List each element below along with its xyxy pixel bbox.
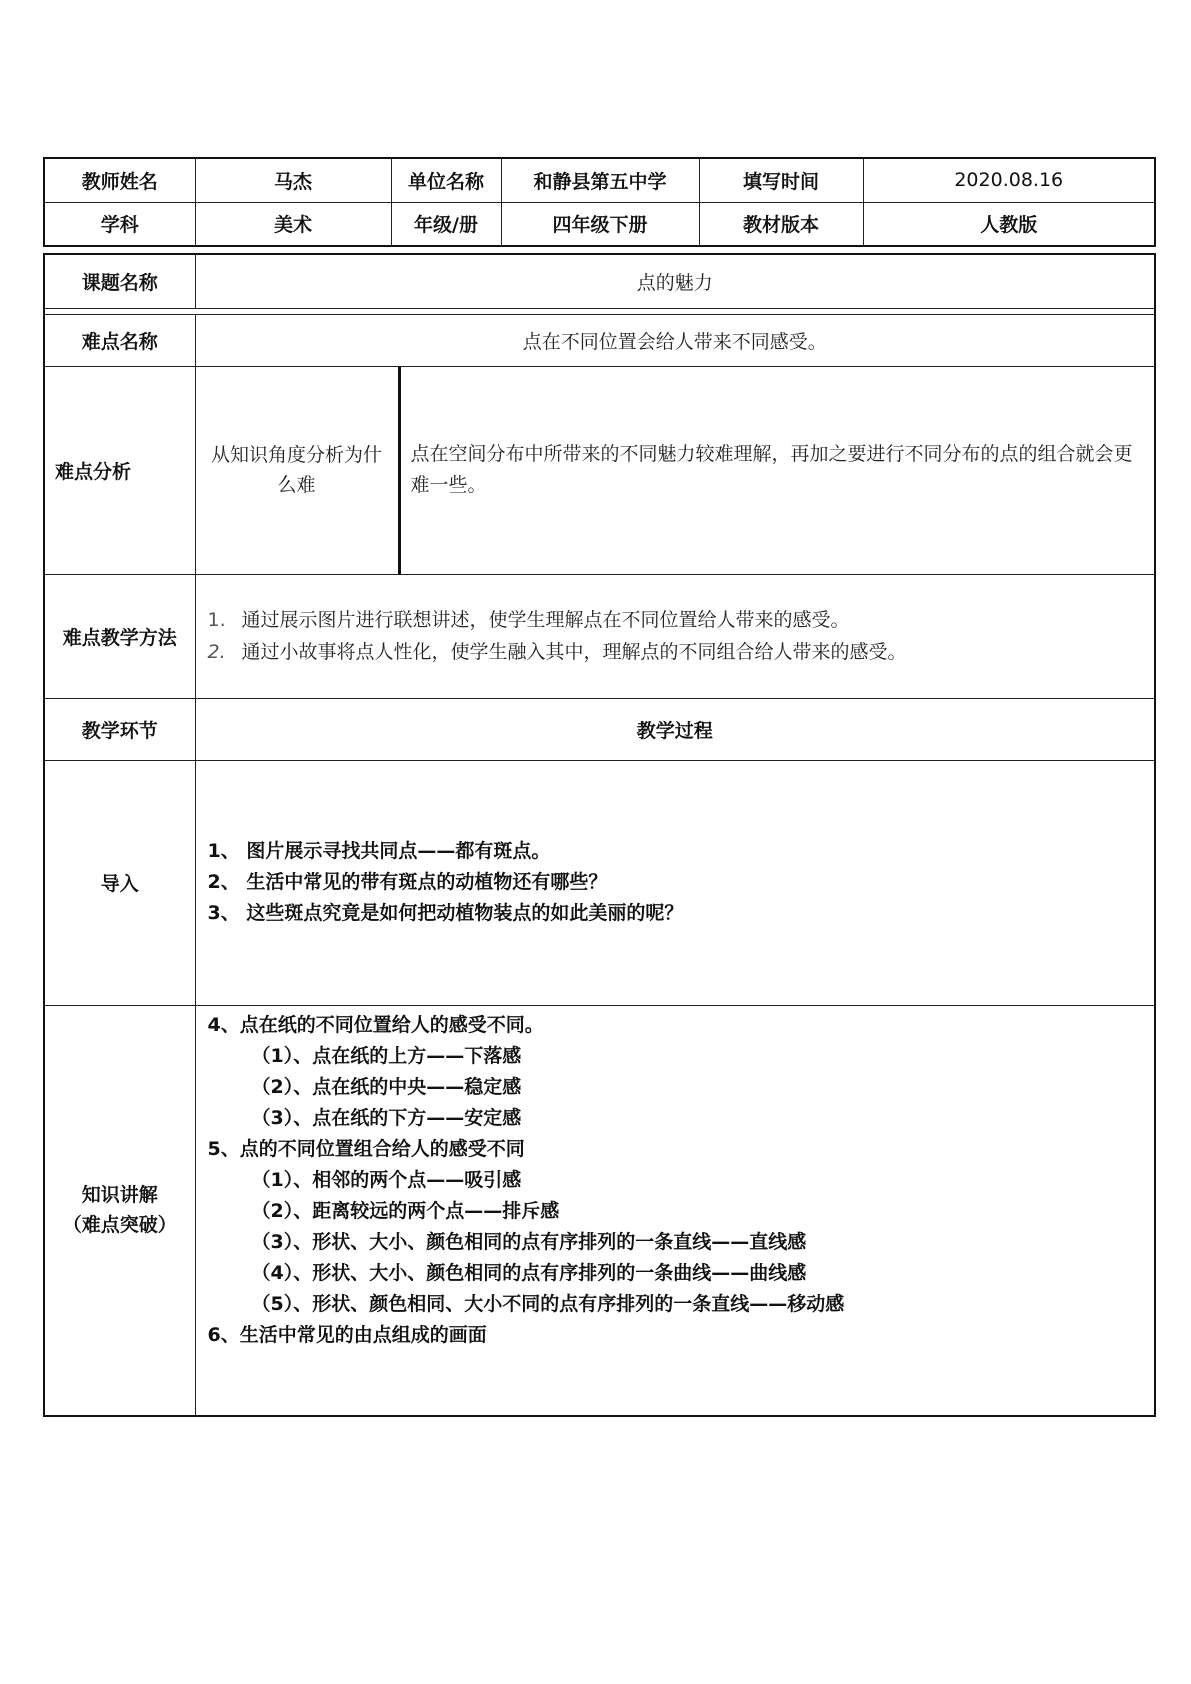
knowledge-label: 知识讲解 [81,1184,158,1207]
edition-label: 教材版本 [699,202,863,246]
subject-value: 美术 [195,202,391,246]
date-value: 2020.08.16 [863,158,1155,202]
topic-value: 点的魅力 [195,254,1155,308]
method-text: 通过小故事将点人性化，使学生融入其中，理解点的不同组合给人带来的感受。 [241,641,907,663]
knowledge-lines [208,1010,1147,1351]
knowledge-line: （4）、形状、大小、颜色相同的点有序排列的一条曲线——曲线感 [251,1261,807,1284]
lesson-plan-sheet [43,157,1154,1417]
knowledge-line: （1）、相邻的两个点——吸引感 [251,1168,522,1191]
teacher-value: 马杰 [195,158,391,202]
intro-cell [195,760,1155,1005]
intro-line: 3、 这些斑点究竟是如何把动植物装点的如此美丽的呢？ [207,902,684,924]
method-number: 2. [207,641,226,663]
knowledge-line: 6、生活中常见的由点组成的画面 [207,1323,487,1346]
intro-lines [208,836,1147,929]
methods-cell [195,574,1155,698]
knowledge-line: 5、点的不同位置组合给人的感受不同 [207,1137,525,1160]
unit-label: 单位名称 [391,158,501,202]
edition-value: 人教版 [863,202,1155,246]
difficulty-label: 难点名称 [44,314,195,366]
methods-list [204,604,1147,668]
analysis-text: 点在空间分布中所带来的不同魅力较难理解，再加之要进行不同分布的点的组合就会更难一些。 [399,366,1155,574]
process-label: 教学过程 [195,698,1155,760]
date-label: 填写时间 [699,158,863,202]
knowledge-line: （3）、点在纸的下方——安定感 [251,1106,522,1129]
knowledge-cell [195,1005,1155,1416]
knowledge-line: （5）、形状、颜色相同、大小不同的点有序排列的一条直线——移动感 [251,1292,845,1315]
methods-label: 难点教学方法 [44,574,195,698]
grade-value: 四年级下册 [501,202,699,246]
intro-line: 2、 生活中常见的带有斑点的动植物还有哪些？ [207,871,608,893]
knowledge-sublabel: （难点突破） [62,1214,177,1237]
method-text: 通过展示图片进行联想讲述，使学生理解点在不同位置给人带来的感受。 [241,609,850,631]
intro-label: 导入 [44,760,195,1005]
intro-line: 1、 图片展示寻找共同点——都有斑点。 [207,840,551,862]
knowledge-label-cell [44,1005,195,1416]
grade-label: 年级/册 [391,202,501,246]
knowledge-line: （2）、距离较远的两个点——排斥感 [251,1199,560,1222]
topic-label: 课题名称 [44,254,195,308]
analysis-label: 难点分析 [44,366,195,574]
knowledge-line: （2）、点在纸的中央——稳定感 [251,1075,522,1098]
header-table [43,157,1156,247]
difficulty-value: 点在不同位置会给人带来不同感受。 [195,314,1155,366]
teacher-label: 教师姓名 [44,158,195,202]
analysis-sub-label: 从知识角度分析为什么难 [195,366,399,574]
main-table [43,253,1156,1417]
knowledge-line: （1）、点在纸的上方——下落感 [251,1044,522,1067]
knowledge-line: 4、点在纸的不同位置给人的感受不同。 [207,1013,544,1036]
unit-value: 和静县第五中学 [501,158,699,202]
method-number: 1. [207,609,226,631]
subject-label: 学科 [44,202,195,246]
knowledge-line: （3）、形状、大小、颜色相同的点有序排列的一条直线——直线感 [251,1230,807,1253]
process-stage-label: 教学环节 [44,698,195,760]
method-item [204,604,1147,636]
method-item [204,636,1147,668]
